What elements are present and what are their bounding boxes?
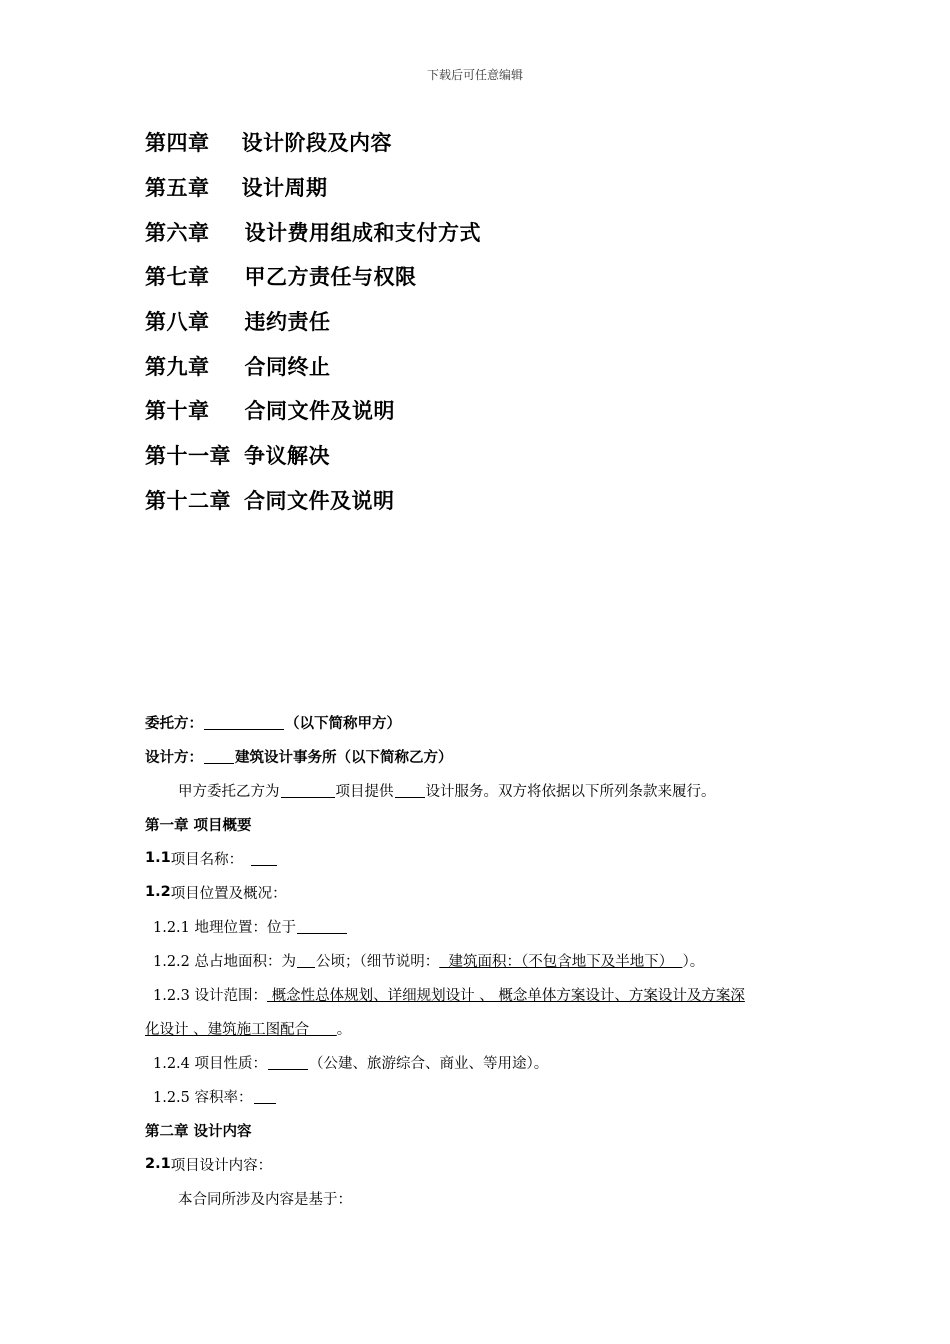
client-line [145, 705, 805, 739]
toc-chapter-number: 第十一章 [145, 444, 231, 469]
section-1-2-2 [145, 943, 805, 977]
section-2-1-body: 本合同所涉及内容是基于： [178, 1191, 352, 1208]
designer-label: 设计方： [145, 749, 203, 766]
toc-chapter-number: 第十二章 [145, 488, 231, 513]
plot-ratio-label: 1.2.5 容积率： [153, 1089, 253, 1106]
location-label: 1.2.1 地理位置：位于 [153, 919, 297, 936]
section-1-2-3 [145, 977, 805, 1011]
toc-chapter-number: 第八章 [145, 310, 210, 335]
section-1-2-1 [145, 909, 805, 943]
designer-blank [204, 748, 234, 764]
section-1-2-3-continued [145, 1011, 805, 1045]
section-2-1 [145, 1147, 805, 1181]
chapter-1-title: 第一章 项目概要 [145, 817, 252, 834]
toc-chapter-number: 第九章 [145, 354, 210, 379]
toc-chapter-title: 设计阶段及内容 [241, 131, 392, 156]
toc-item [145, 120, 481, 165]
toc-chapter-title: 合同文件及说明 [244, 399, 395, 424]
toc-item [145, 209, 481, 254]
toc-chapter-number: 第四章 [145, 131, 210, 156]
intro-part-b: 项目提供 [335, 783, 394, 800]
client-suffix: （以下简称甲方） [285, 715, 401, 732]
section-1-2-4 [145, 1045, 805, 1079]
section-label: 项目位置及概况： [170, 885, 287, 902]
scope-end: 。 [336, 1021, 352, 1038]
section-number: 2.1 [145, 1156, 171, 1172]
toc-item [145, 299, 481, 344]
area-note-label: 公顷；（细节说明： [316, 953, 440, 970]
toc-chapter-title: 违约责任 [244, 310, 331, 335]
plot-ratio-blank [254, 1088, 276, 1104]
client-blank [204, 714, 284, 730]
toc-chapter-title: 设计周期 [241, 176, 328, 201]
client-label: 委托方： [145, 715, 203, 732]
location-blank [297, 918, 347, 934]
toc-item [145, 254, 481, 299]
toc-chapter-title: 甲乙方责任与权限 [244, 265, 417, 290]
table-of-contents [145, 120, 481, 522]
designer-line [145, 739, 805, 773]
toc-chapter-title: 争议解决 [244, 444, 330, 469]
toc-item [145, 343, 481, 388]
scope-label: 1.2.3 设计范围： [153, 987, 268, 1004]
intro-paragraph [145, 773, 805, 807]
designer-name: 建筑设计事务所（以下简称乙方） [235, 749, 453, 766]
contract-body [145, 705, 805, 1215]
toc-chapter-title: 合同文件及说明 [244, 488, 395, 513]
toc-item [145, 478, 481, 523]
section-number: 1.2 [145, 884, 171, 900]
toc-item [145, 388, 481, 433]
section-label: 项目设计内容： [170, 1157, 273, 1174]
section-1-1 [145, 841, 805, 875]
toc-chapter-number: 第十章 [145, 399, 210, 424]
scope-underlined: 概念性总体规划、详细规划设计 、 概念单体方案设计、方案设计及方案深 [267, 987, 745, 1004]
section-1-2-5 [145, 1079, 805, 1113]
toc-chapter-number: 第六章 [145, 220, 210, 245]
section-label: 项目名称： [170, 851, 244, 868]
intro-blank-project [281, 782, 335, 798]
toc-chapter-number: 第七章 [145, 265, 210, 290]
nature-options: （公建、旅游综合、商业、等用途）。 [309, 1055, 549, 1072]
nature-blank [268, 1054, 308, 1070]
page-header-note: 下载后可任意编辑 [426, 68, 523, 82]
area-label: 1.2.2 总占地面积：为 [153, 953, 297, 970]
toc-item [145, 433, 481, 478]
area-note-end: ）。 [682, 953, 705, 970]
chapter-2-title: 第二章 设计内容 [145, 1123, 252, 1140]
toc-item [145, 165, 481, 210]
area-blank [297, 952, 315, 968]
toc-chapter-title: 合同终止 [244, 354, 331, 379]
section-1-2 [145, 875, 805, 909]
area-note-underlined: 建筑面积：（不包含地下及半地下） [439, 953, 683, 970]
intro-blank-service [395, 782, 425, 798]
toc-chapter-title: 设计费用组成和支付方式 [244, 220, 481, 245]
project-name-blank [251, 850, 277, 866]
toc-chapter-number: 第五章 [145, 176, 210, 201]
intro-part-a: 甲方委托乙方为 [178, 783, 280, 800]
nature-label: 1.2.4 项目性质： [153, 1055, 268, 1072]
scope-underlined-continued: 化设计 、建筑施工图配合 [145, 1021, 337, 1038]
section-number: 1.1 [145, 850, 171, 866]
intro-part-c: 设计服务。双方将依据以下所列条款来履行。 [425, 783, 716, 800]
